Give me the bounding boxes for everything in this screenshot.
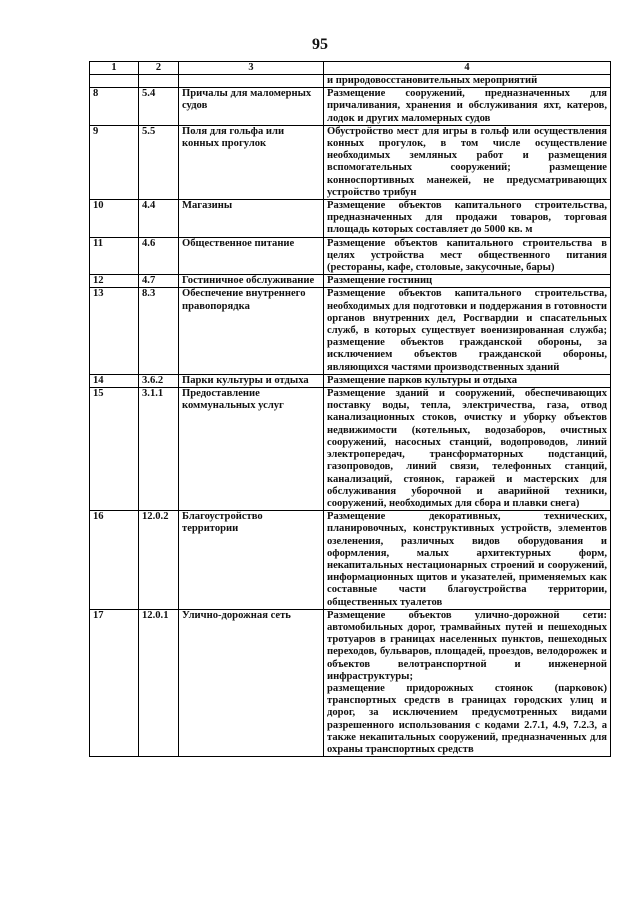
use-name xyxy=(179,75,324,88)
table-row xyxy=(90,88,611,126)
use-description: Размещение парков культуры и отдыха xyxy=(324,374,611,387)
use-description-part-2: размещение придорожных стоянок (парковок) транспортных средств в границах городских улиц и дорог, за исключением предусмотренных видами разрешенного использования с кодами 2.7.1, 4.9, 7.2.3, а также некапитальных сооружений, предназначенных для охраны транспортных средств xyxy=(327,682,607,755)
row-number: 10 xyxy=(90,200,139,238)
use-code xyxy=(139,75,179,88)
use-name: Магазины xyxy=(179,200,324,238)
use-description xyxy=(324,609,611,756)
use-description-part-1: Размещение объектов улично-дорожной сети: автомобильных дорог, трамвайных путей и пешеходных тротуаров в границах населенных пунктов, пешеходных переходов, бульваров, площадей, проездов, велодорожек и объектов велотранспортной и инженерной инфраструктуры; xyxy=(327,609,607,682)
use-name: Обеспечение внутреннего правопорядка xyxy=(179,288,324,374)
row-number: 13 xyxy=(90,288,139,374)
row-number: 16 xyxy=(90,511,139,610)
use-description: Размещение гостиниц xyxy=(324,275,611,288)
use-description: Размещение сооружений, предназначенных для причаливания, хранения и обслуживания яхт, катеров, лодок и других маломерных судов xyxy=(324,88,611,126)
table-row xyxy=(90,374,611,387)
use-description: Размещение объектов капитального строительства в целях устройства мест общественного питания (рестораны, кафе, столовые, закусочные, бары) xyxy=(324,237,611,275)
use-description: Размещение декоративных, технических, планировочных, конструктивных устройств, элементов озеленения, различных видов оборудования и оформления, малых архитектурных форм, некапитальных нестационарных строений и сооружений, информационных щитов и указателей, применяемых как составные части благоустройства территории, общественных туалетов xyxy=(324,511,611,610)
use-description: Размещение зданий и сооружений, обеспечивающих поставку воды, тепла, электричества, газа, отвод канализационных стоков, очистку и уборку объектов недвижимости (котельных, водозаборов, очистных сооружений, насосных станций, водопроводов, линий электропередач, трансформаторных подстанций, газопроводов, линий связи, телефонных станций, канализаций, стоянок, гаражей и мастерских для обслуживания уборочной и аварийной техники, сооружений, необходимых для сбора и плавки снега) xyxy=(324,388,611,511)
use-code: 12.0.2 xyxy=(139,511,179,610)
use-code: 3.1.1 xyxy=(139,388,179,511)
table-header-row xyxy=(90,62,611,75)
table-row xyxy=(90,237,611,275)
table-row xyxy=(90,388,611,511)
use-code: 5.5 xyxy=(139,125,179,199)
header-col-4: 4 xyxy=(324,62,611,75)
use-description: Обустройство мест для игры в гольф или осуществления конных прогулок, в том числе осуществление необходимых земляных работ и размещения вспомогательных сооружений; размещение конноспортивных манежей, не предусматривающих устройство трибун xyxy=(324,125,611,199)
use-name: Поля для гольфа или конных прогулок xyxy=(179,125,324,199)
row-number: 8 xyxy=(90,88,139,126)
row-number: 9 xyxy=(90,125,139,199)
use-description: Размещение объектов капитального строительства, предназначенных для продажи товаров, торговая площадь которых составляет до 5000 кв. м xyxy=(324,200,611,238)
use-code: 8.3 xyxy=(139,288,179,374)
header-col-3: 3 xyxy=(179,62,324,75)
permitted-use-table xyxy=(89,61,611,757)
use-name: Предоставление коммунальных услуг xyxy=(179,388,324,511)
use-code: 5.4 xyxy=(139,88,179,126)
header-col-1: 1 xyxy=(90,62,139,75)
table-row xyxy=(90,609,611,756)
row-number: 11 xyxy=(90,237,139,275)
use-name: Парки культуры и отдыха xyxy=(179,374,324,387)
page-number: 95 xyxy=(312,36,328,53)
row-number xyxy=(90,75,139,88)
use-code: 4.4 xyxy=(139,200,179,238)
table-row xyxy=(90,511,611,610)
use-code: 12.0.1 xyxy=(139,609,179,756)
use-code: 3.6.2 xyxy=(139,374,179,387)
use-name: Общественное питание xyxy=(179,237,324,275)
table-row xyxy=(90,75,611,88)
table-row xyxy=(90,200,611,238)
use-description: и природовосстановительных мероприятий xyxy=(324,75,611,88)
use-name: Благоустройство территории xyxy=(179,511,324,610)
row-number: 15 xyxy=(90,388,139,511)
use-code: 4.7 xyxy=(139,275,179,288)
use-name: Причалы для маломерных судов xyxy=(179,88,324,126)
row-number: 12 xyxy=(90,275,139,288)
use-description: Размещение объектов капитального строительства, необходимых для подготовки и поддержания в готовности органов внутренних дел, Росгвардии и спасательных служб, в которых существует военизированная служба; размещение объектов гражданской обороны, за исключением объектов гражданской обороны, являющихся частями производственных зданий xyxy=(324,288,611,374)
row-number: 14 xyxy=(90,374,139,387)
use-code: 4.6 xyxy=(139,237,179,275)
table-row xyxy=(90,288,611,374)
use-name: Улично-дорожная сеть xyxy=(179,609,324,756)
row-number: 17 xyxy=(90,609,139,756)
table-row xyxy=(90,125,611,199)
table-row xyxy=(90,275,611,288)
header-col-2: 2 xyxy=(139,62,179,75)
use-name: Гостиничное обслуживание xyxy=(179,275,324,288)
